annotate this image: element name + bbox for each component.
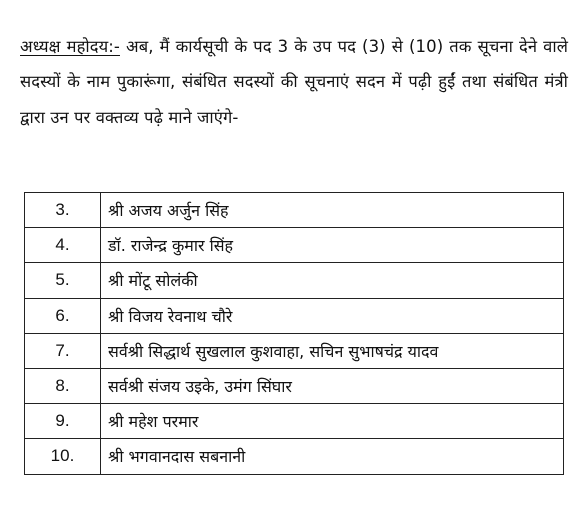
table-row — [25, 368, 564, 403]
member-names: सर्वश्री संजय उइके, उमंग सिंघार — [101, 368, 564, 403]
member-names: श्री महेश परमार — [101, 404, 564, 439]
table-row — [25, 404, 564, 439]
table-row — [25, 439, 564, 474]
announcement-text: अब, मैं कार्यसूची के पद 3 के उप पद (3) से (10) तक सूचना देने वाले सदस्यों के नाम पुकारूंगा, संबंधित सदस्यों की सूचनाएं सदन में पढ़ी हुईं तथा संबंधित मंत्री द्वारा उन पर वक्तव्य पढ़े माने जाएंगे- — [20, 36, 568, 127]
item-number: 8. — [25, 368, 101, 403]
item-number: 9. — [25, 404, 101, 439]
table-row — [25, 263, 564, 298]
table-row — [25, 228, 564, 263]
item-number: 10. — [25, 439, 101, 474]
member-names: श्री मोंटू सोलंकी — [101, 263, 564, 298]
notices-table — [24, 192, 564, 475]
item-number: 4. — [25, 228, 101, 263]
speaker-label: अध्यक्ष महोदय:- — [20, 36, 120, 56]
member-names: श्री अजय अर्जुन सिंह — [101, 193, 564, 228]
speaker-paragraph — [20, 29, 568, 136]
member-names: सर्वश्री सिद्धार्थ सुखलाल कुशवाहा, सचिन सुभाषचंद्र यादव — [101, 333, 564, 368]
item-number: 5. — [25, 263, 101, 298]
table-row — [25, 298, 564, 333]
member-names: डॉ. राजेन्द्र कुमार सिंह — [101, 228, 564, 263]
table-row — [25, 333, 564, 368]
item-number: 6. — [25, 298, 101, 333]
item-number: 3. — [25, 193, 101, 228]
member-names: श्री भगवानदास सबनानी — [101, 439, 564, 474]
item-number: 7. — [25, 333, 101, 368]
table-row — [25, 193, 564, 228]
member-names: श्री विजय रेवनाथ चौरे — [101, 298, 564, 333]
